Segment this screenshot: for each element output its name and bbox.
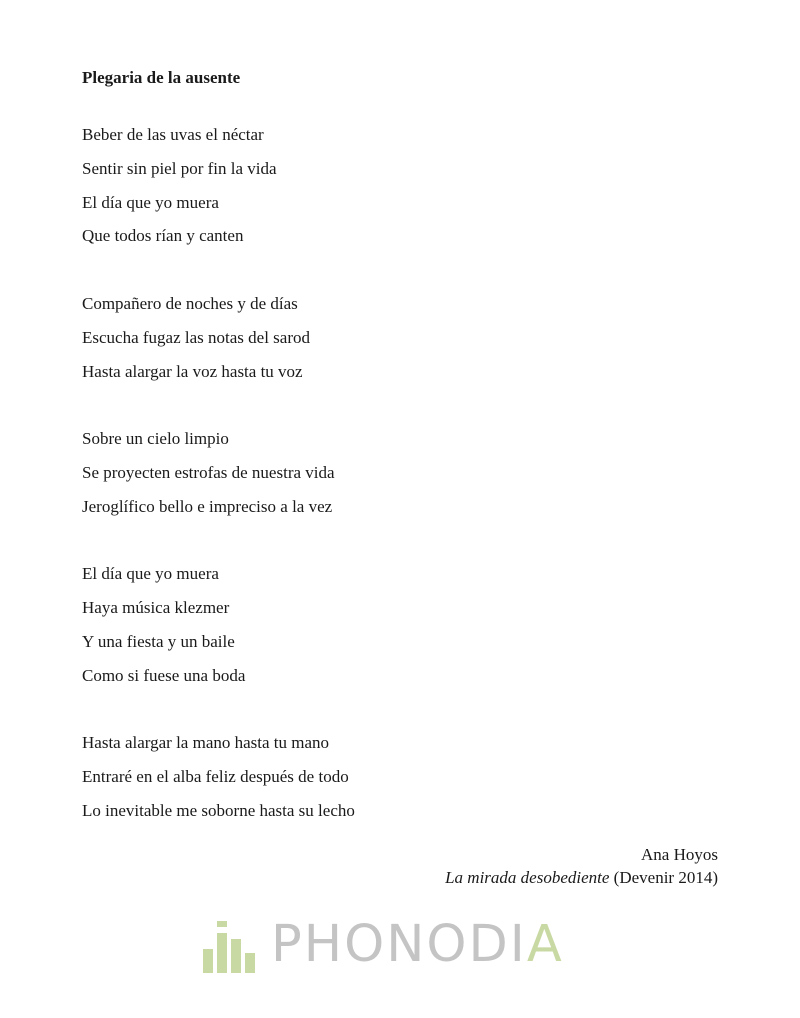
- poem-line: Haya música klezmer: [82, 598, 230, 618]
- bar-chart-logo-icon: [203, 921, 259, 973]
- poem-line: Hasta alargar la mano hasta tu mano: [82, 733, 330, 753]
- poem-line: Jeroglífico bello e impreciso a la vez: [82, 496, 333, 516]
- logo-bar: [245, 953, 255, 973]
- poem-line: Se proyecten estrofas de nuestra vida: [82, 462, 335, 482]
- phonodia-logo: [203, 917, 564, 973]
- attribution: [445, 843, 718, 889]
- poem-line: El día que yo muera: [82, 564, 219, 584]
- book-publisher: (Devenir 2014): [609, 868, 718, 887]
- logo-wordmark: [271, 917, 564, 973]
- source-citation: [445, 866, 718, 889]
- poem-line: Lo inevitable me soborne hasta su lecho: [82, 800, 355, 820]
- poem-line: El día que yo muera: [82, 192, 219, 212]
- logo-bar: [231, 939, 241, 973]
- logo-text-accent: A: [526, 915, 564, 974]
- poem-line: Beber de las uvas el néctar: [82, 125, 264, 144]
- poem-line: Como si fuese una boda: [82, 665, 246, 685]
- poem-line: Sobre un cielo limpio: [82, 429, 229, 449]
- stanza-break: [82, 693, 722, 727]
- poem-body: [82, 118, 722, 828]
- stanza-break: [82, 524, 722, 558]
- poem-line: Escucha fugaz las notas del sarod: [82, 327, 310, 347]
- poem-line: Compañero de noches y de días: [82, 293, 298, 313]
- book-title: La mirada desobediente: [445, 868, 610, 887]
- poem-line: Y una fiesta y un baile: [82, 631, 235, 651]
- logo-text-main: PHONODI: [271, 915, 527, 974]
- stanza-break: [82, 253, 722, 287]
- poem-line: Que todos rían y canten: [82, 226, 244, 246]
- poem-line: Hasta alargar la voz hasta tu voz: [82, 361, 303, 381]
- stanza-break: [82, 388, 722, 422]
- logo-bar: [203, 949, 213, 973]
- poem-title: Plegaria de la ausente: [82, 68, 241, 87]
- author-name: Ana Hoyos: [641, 845, 718, 864]
- poem-line: Sentir sin piel por fin la vida: [82, 158, 277, 178]
- poem-line: Entraré en el alba feliz después de todo: [82, 767, 349, 787]
- logo-bar-gap: [217, 927, 227, 933]
